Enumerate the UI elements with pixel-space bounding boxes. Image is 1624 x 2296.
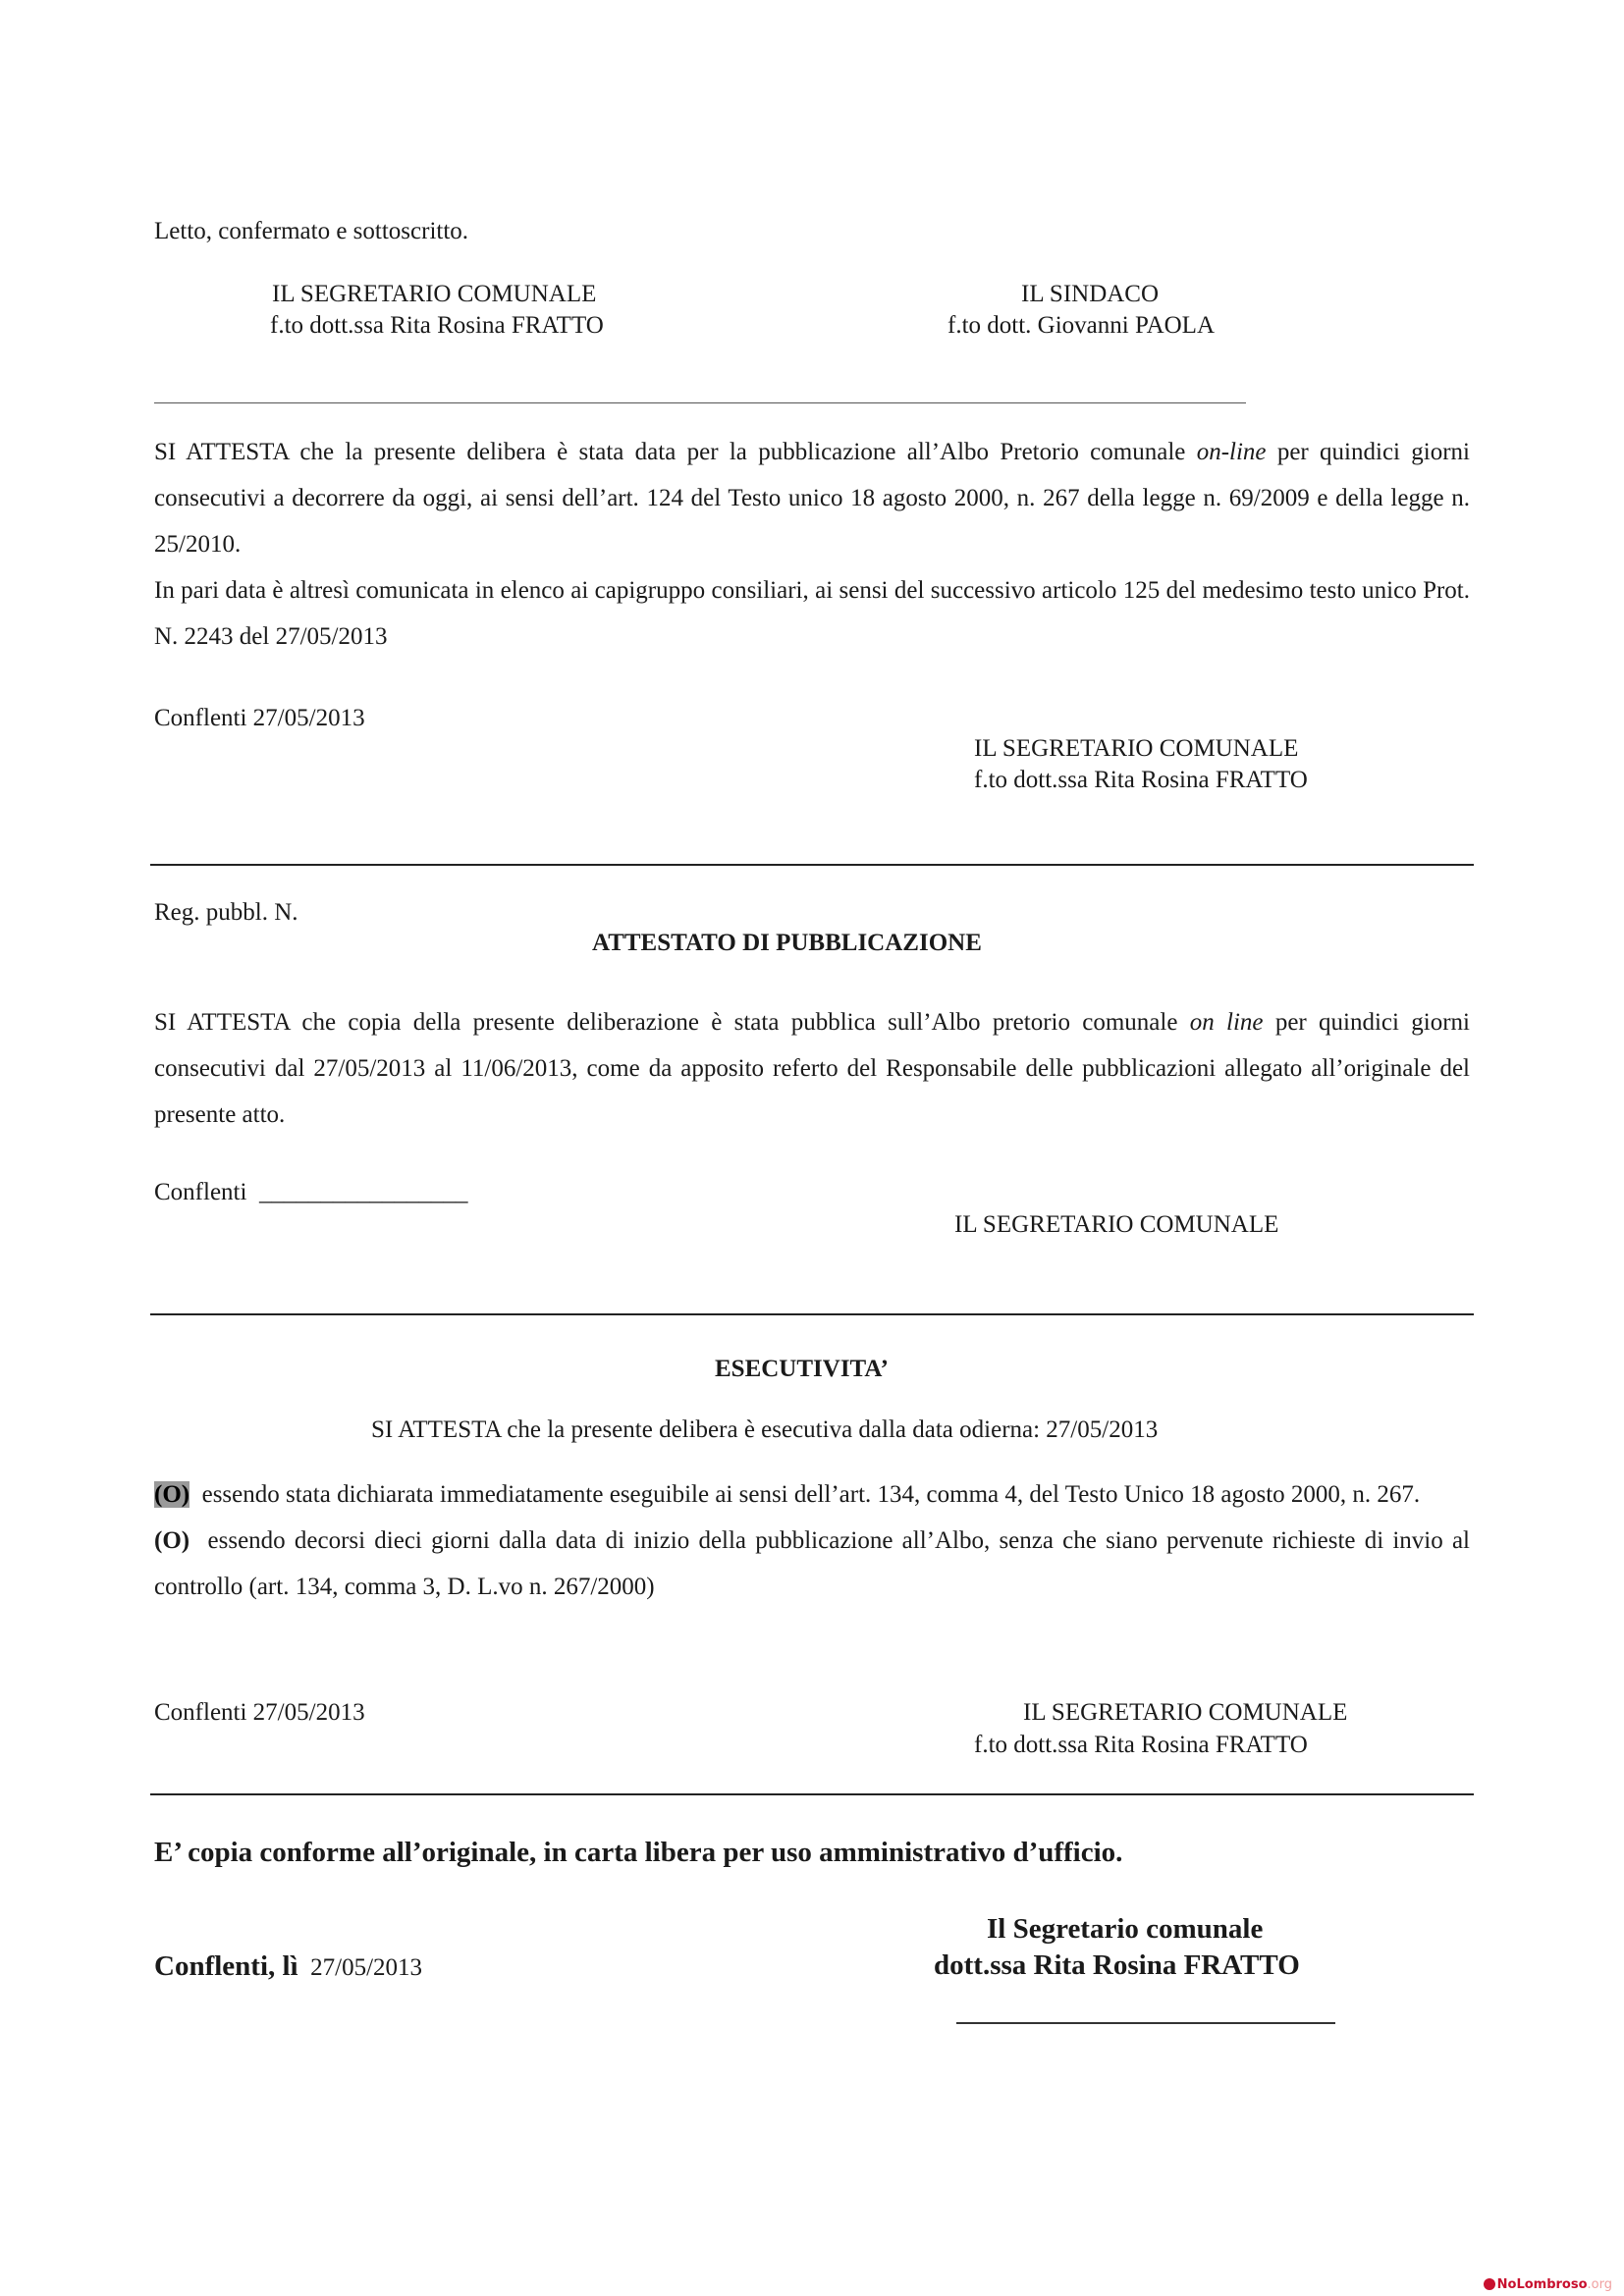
publication-text-online: on-line bbox=[1196, 439, 1267, 465]
signer-title-2: IL SEGRETARIO COMUNALE bbox=[974, 735, 1299, 762]
publication-statement bbox=[154, 429, 1470, 660]
place-3-label: Conflenti bbox=[154, 1179, 247, 1205]
divider-1 bbox=[154, 402, 1246, 403]
signer-right-title: IL SINDACO bbox=[1021, 281, 1160, 307]
signer-left-title: IL SEGRETARIO COMUNALE bbox=[272, 281, 597, 307]
esecutivita-options bbox=[154, 1471, 1470, 1610]
final-signer-title: Il Segretario comunale bbox=[987, 1913, 1264, 1945]
conforme-statement: E’ copia conforme all’originale, in carta libera per uso amministrativo d’ufficio. bbox=[154, 1837, 1123, 1868]
esecutivita-heading: ESECUTIVITA’ bbox=[715, 1356, 889, 1382]
option-1-text: essendo stata dichiarata immediatamente eseguibile ai sensi dell’art. 134, comma 4, del Testo Unico 18 agosto 2000, n. 267. bbox=[201, 1481, 1421, 1508]
watermark-tld: .org bbox=[1587, 2277, 1612, 2292]
watermark bbox=[1484, 2277, 1612, 2292]
publication-text-a: SI ATTESTA che la presente delibera è stata data per la pubblicazione all’Albo Pretorio comunale bbox=[154, 439, 1197, 465]
signer-title-4: IL SEGRETARIO COMUNALE bbox=[1023, 1699, 1348, 1726]
signature-line bbox=[956, 2022, 1335, 2024]
signer-left-name: f.to dott.ssa Rita Rosina FRATTO bbox=[270, 312, 604, 339]
final-place-date bbox=[154, 1949, 422, 1984]
option-1-mark: (O) bbox=[154, 1481, 190, 1508]
esecutivita-attesta: SI ATTESTA che la presente delibera è esecutiva dalla data odierna: 27/05/2013 bbox=[371, 1416, 1159, 1443]
attestato-text-online: on line bbox=[1189, 1009, 1264, 1036]
final-signer-name: dott.ssa Rita Rosina FRATTO bbox=[934, 1949, 1300, 1981]
signer-name-4: f.to dott.ssa Rita Rosina FRATTO bbox=[974, 1732, 1308, 1758]
divider-2 bbox=[150, 864, 1474, 866]
signer-name-2: f.to dott.ssa Rita Rosina FRATTO bbox=[974, 767, 1308, 793]
capigruppo-text: In pari data è altresì comunicata in elenco ai capigruppo consiliari, ai sensi del successivo articolo 125 del medesimo testo unico Prot. N. 2243 del 27/05/2013 bbox=[154, 577, 1470, 650]
publication-text-b: per quindici giorni consecutivi a decorrere da oggi, ai sensi dell’art. 124 del Testo unico 18 agosto 2000, n. 267 della legge n. 69/2009 e della legge n. 25/2010. bbox=[154, 439, 1471, 558]
attestato-heading: ATTESTATO DI PUBBLICAZIONE bbox=[592, 930, 982, 956]
attestato-statement bbox=[154, 999, 1470, 1138]
option-2-mark: (O) bbox=[154, 1527, 190, 1554]
option-2-text: essendo decorsi dieci giorni dalla data di inizio della pubblicazione all’Albo, senza che siano pervenute richieste di invio al controllo (art. 134, comma 3, D. L.vo n. 267/2000) bbox=[154, 1527, 1471, 1600]
place-date-4: Conflenti 27/05/2013 bbox=[154, 1699, 365, 1726]
place-date-2: Conflenti 27/05/2013 bbox=[154, 705, 365, 731]
watermark-logo-icon bbox=[1484, 2278, 1495, 2290]
attestato-text-b: per quindici giorni consecutivi dal 27/05/2013 al 11/06/2013, come da apposito referto del Responsabile delle pubblicazioni allegato all’originale del presente atto. bbox=[154, 1009, 1470, 1128]
place-3-blank: _________________ bbox=[258, 1179, 468, 1205]
divider-3 bbox=[150, 1313, 1474, 1315]
signer-right-name: f.to dott. Giovanni PAOLA bbox=[947, 312, 1215, 339]
signer-title-3: IL SEGRETARIO COMUNALE bbox=[954, 1211, 1279, 1238]
reg-pubbl-label: Reg. pubbl. N. bbox=[154, 899, 298, 926]
intro-text: Letto, confermato e sottoscritto. bbox=[154, 218, 469, 244]
divider-4 bbox=[150, 1793, 1474, 1795]
attestato-text-a: SI ATTESTA che copia della presente deliberazione è stata pubblica sull’Albo pretorio comunale bbox=[154, 1009, 1190, 1036]
place-3 bbox=[154, 1178, 467, 1207]
watermark-brand: NoLombroso bbox=[1496, 2277, 1588, 2292]
final-date: 27/05/2013 bbox=[310, 1954, 423, 1981]
final-place-label: Conflenti, lì bbox=[154, 1950, 298, 1982]
